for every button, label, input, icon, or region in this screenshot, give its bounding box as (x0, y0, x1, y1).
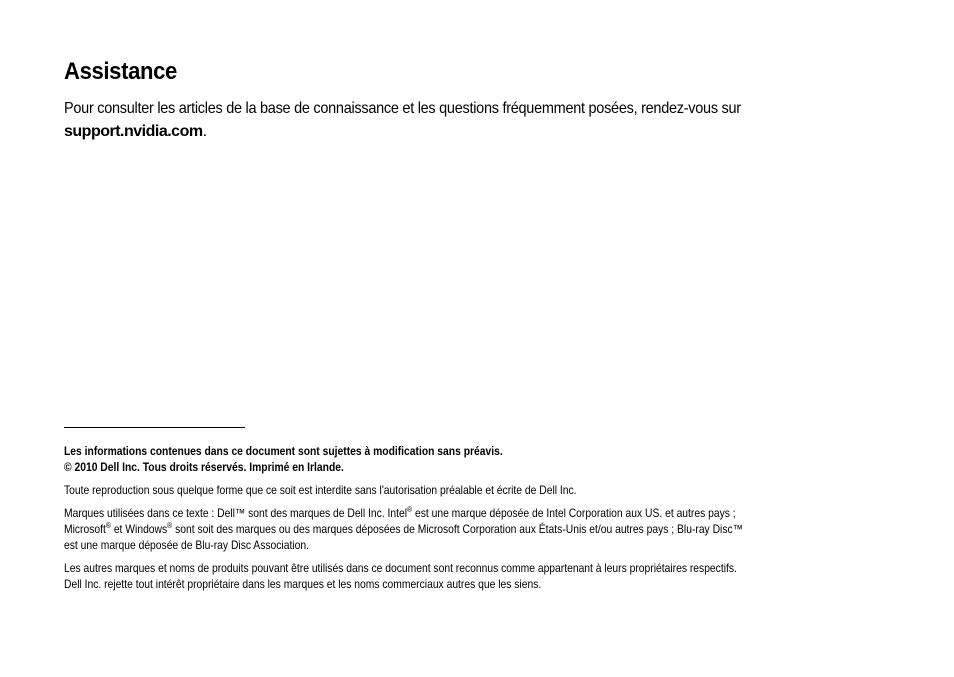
other-marks-line-2: Dell Inc. rejette tout intérêt propriétaire dans les marques et les noms commerciaux autres que les siens. (64, 577, 542, 591)
intro-text: Pour consulter les articles de la base de connaissance et les questions fréquemment posées, rendez-vous sur (64, 100, 741, 117)
section-title: Assistance (64, 58, 177, 85)
intro-period: . (202, 123, 207, 140)
intro-line-2 (64, 120, 924, 143)
trademark-line-3: est une marque déposée de Blu-ray Disc Association. (64, 538, 309, 552)
other-marks-line-1: Les autres marques et noms de produits pouvant être utilisés dans ce document sont reconnus comme appartenant à leurs propriétaires respectifs. (64, 561, 737, 575)
legal-notices (64, 443, 864, 592)
support-link[interactable]: support.nvidia.com (64, 123, 203, 140)
copyright-line: © 2010 Dell Inc. Tous droits réservés. Imprimé en Irlande. (64, 460, 344, 474)
trademark-line-1: Marques utilisées dans ce texte : Dell™ sont des marques de Dell Inc. Intel® est une marque déposée de Intel Corporation aux US. et autres pays ; (64, 505, 736, 520)
intro-paragraph (64, 97, 924, 143)
trademark-line-2: Microsoft® et Windows® sont soit des marques ou des marques déposées de Microsoft Corporation aux États-Unis et/ou autres pays ; Blu-ray Disc™ (64, 521, 743, 536)
footnote-divider (64, 427, 245, 428)
notice-line-1: Les informations contenues dans ce document sont sujettes à modification sans préavis. (64, 444, 503, 458)
reproduction-notice: Toute reproduction sous quelque forme que ce soit est interdite sans l'autorisation préalable et écrite de Dell Inc. (64, 483, 577, 497)
